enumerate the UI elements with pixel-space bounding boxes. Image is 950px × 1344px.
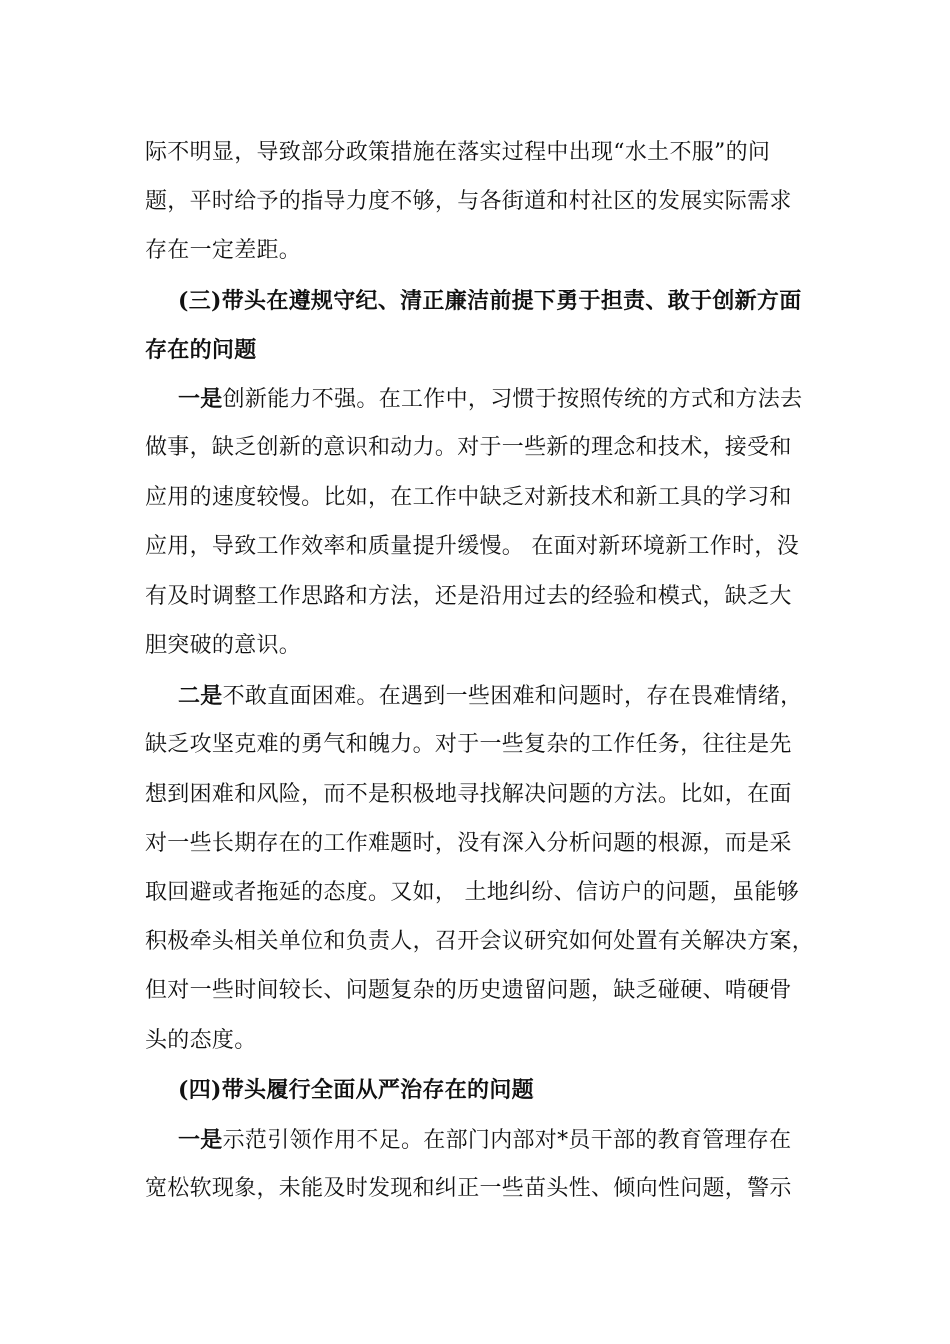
item-lead: 一是	[178, 386, 223, 412]
section-heading-continuation: 存在的问题	[145, 337, 257, 363]
text-line: 应用的速度较慢。比如，在工作中缺乏对新技术和新工具的学习和	[145, 485, 792, 510]
text-line: 对一些长期存在的工作难题时，没有深入分析问题的根源，而是采	[145, 831, 792, 856]
item-lead: 一是	[178, 1127, 223, 1153]
text-line: 题，平时给予的指导力度不够，与各街道和村社区的发展实际需求	[145, 189, 792, 214]
text-line: 宽松软现象，未能及时发现和纠正一些苗头性、倾向性问题，警示	[145, 1176, 792, 1201]
text-line: 际不明显，导致部分政策措施在落实过程中出现“水土不服”的问	[145, 140, 771, 165]
item-lead: 二是	[178, 683, 223, 709]
section-heading: (三)带头在遵规守纪、清正廉洁前提下勇于担责、敢于创新方面	[178, 288, 802, 314]
text-line: 取回避或者拖延的态度。又如， 土地纠纷、信访户的问题，虽能够	[145, 880, 799, 905]
text-line: 存在一定差距。	[145, 238, 302, 263]
paragraph-start: 一是示范引领作用不足。在部门内部对*员干部的教育管理存在	[178, 1127, 792, 1153]
text-line: 应用，导致工作效率和质量提升缓慢。 在面对新环境新工作时，没	[145, 534, 799, 559]
paragraph-start: 一是创新能力不强。在工作中，习惯于按照传统的方式和方法去	[178, 386, 803, 412]
section-heading: (四)带头履行全面从严治存在的问题	[178, 1077, 534, 1103]
text-line: 但对一些时间较长、问题复杂的历史遗留问题，缺乏碰硬、啃硬骨	[145, 978, 792, 1003]
text-line: 有及时调整工作思路和方法，还是沿用过去的经验和模式，缺乏大	[145, 584, 792, 609]
paragraph-start: 二是不敢直面困难。在遇到一些困难和问题时，存在畏难情绪，	[178, 683, 803, 709]
text-line: 想到困难和风险，而不是积极地寻找解决问题的方法。比如，在面	[145, 782, 792, 807]
text-line: 缺乏攻坚克难的勇气和魄力。对于一些复杂的工作任务，往往是先	[145, 732, 792, 757]
text-line: 积极牵头相关单位和负责人，召开会议研究如何处置有关解决方案，	[145, 929, 815, 954]
text-line: 做事，缺乏创新的意识和动力。对于一些新的理念和技术，接受和	[145, 435, 792, 460]
text-line: 头的态度。	[145, 1028, 257, 1053]
text-line: 胆突破的意识。	[145, 633, 302, 658]
